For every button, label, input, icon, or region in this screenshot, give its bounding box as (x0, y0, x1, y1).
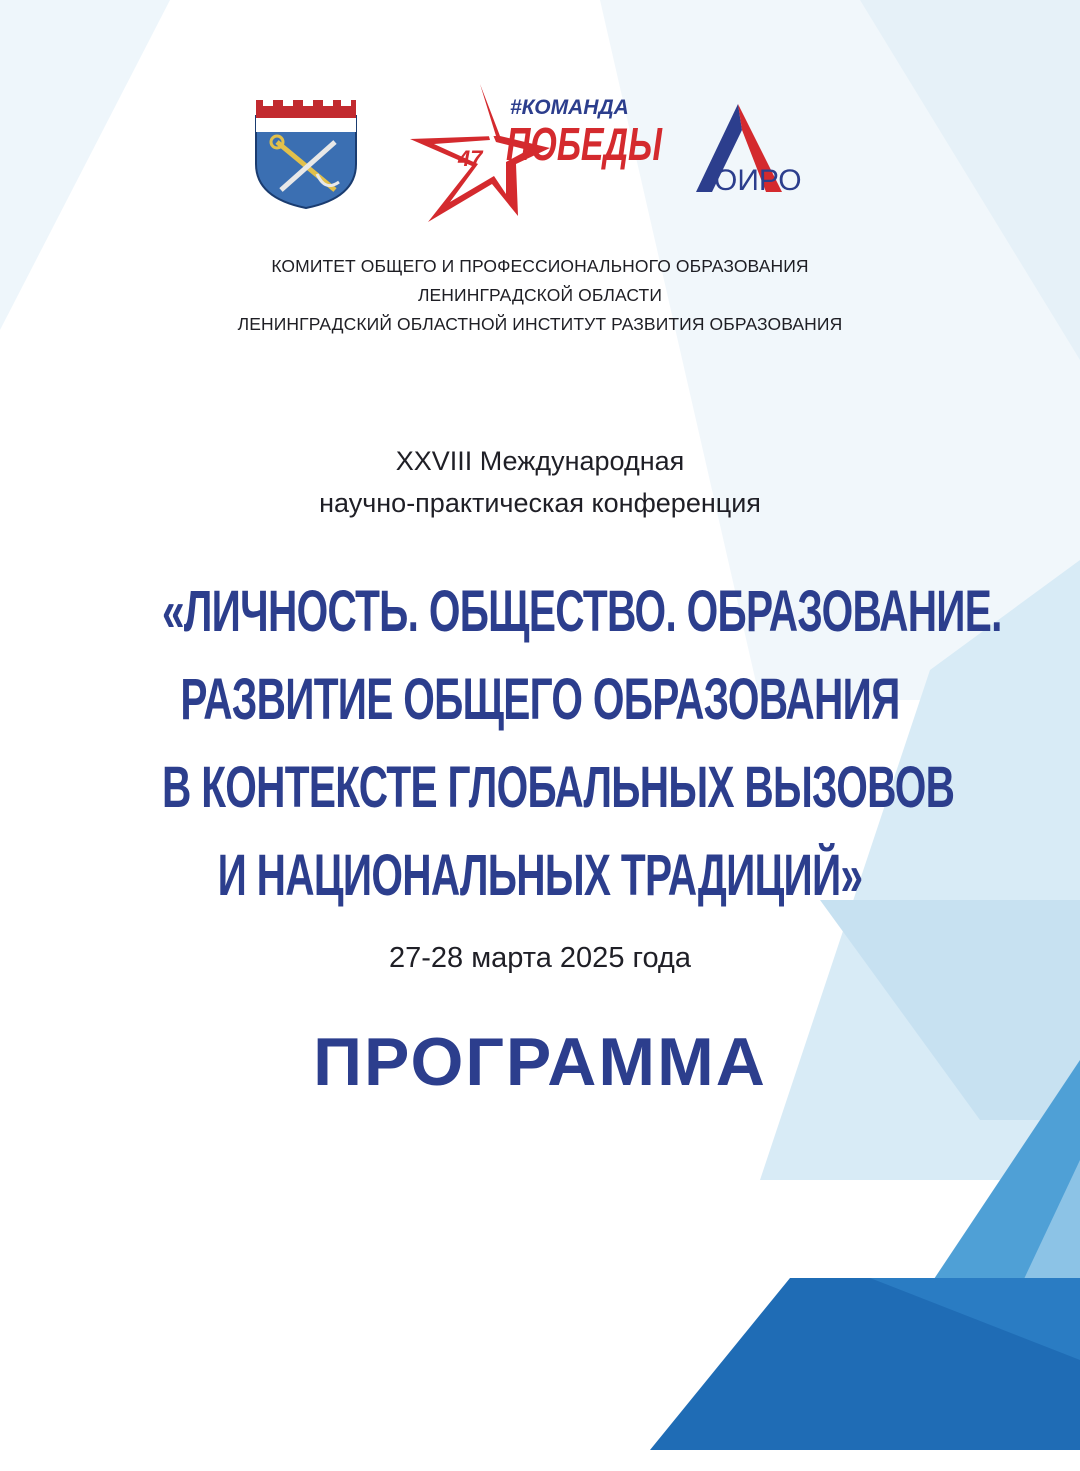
title-line-4: И НАЦИОНАЛЬНЫХ ТРАДИЦИЙ» (217, 843, 863, 908)
title-line-2: РАЗВИТИЕ ОБЩЕГО ОБРАЗОВАНИЯ (180, 667, 900, 732)
team-hashtag: #КОМАНДА (510, 96, 629, 119)
conference-date: 27-28 марта 2025 года (389, 942, 691, 974)
conference-line-1: XXVIII Международная (395, 446, 685, 476)
organizer-line-1: КОМИТЕТ ОБЩЕГО И ПРОФЕССИОНАЛЬНОГО ОБРАЗОВАНИЯ (271, 256, 809, 276)
conference-subtitle (0, 440, 1080, 524)
team-of-victory-logo (410, 84, 672, 224)
oiro-logo (692, 100, 852, 200)
conference-title (0, 568, 1080, 920)
coat-of-arms-icon (253, 98, 359, 210)
title-line-3: В КОНТЕКСТЕ ГЛОБАЛЬНЫХ ВЫЗОВОВ (162, 755, 955, 820)
organizer-line-2: ЛЕНИНГРАДСКОЙ ОБЛАСТИ (417, 285, 663, 305)
conference-line-2: научно-практическая конференция (319, 488, 761, 518)
oiro-text: ОИРО (714, 164, 802, 197)
organizer-line-3: ЛЕНИНГРАДСКИЙ ОБЛАСТНОЙ ИНСТИТУТ РАЗВИТИЯ ОБРАЗОВАНИЯ (237, 314, 843, 334)
organizers-block (0, 252, 1080, 339)
team-word: ПОБЕДЫ (506, 118, 663, 170)
team-number-47: 47 (458, 146, 483, 171)
title-line-1: «ЛИЧНОСТЬ. ОБЩЕСТВО. ОБРАЗОВАНИЕ. (162, 579, 1002, 644)
program-heading: ПРОГРАММА (313, 1024, 767, 1100)
logos-row (0, 80, 1080, 230)
